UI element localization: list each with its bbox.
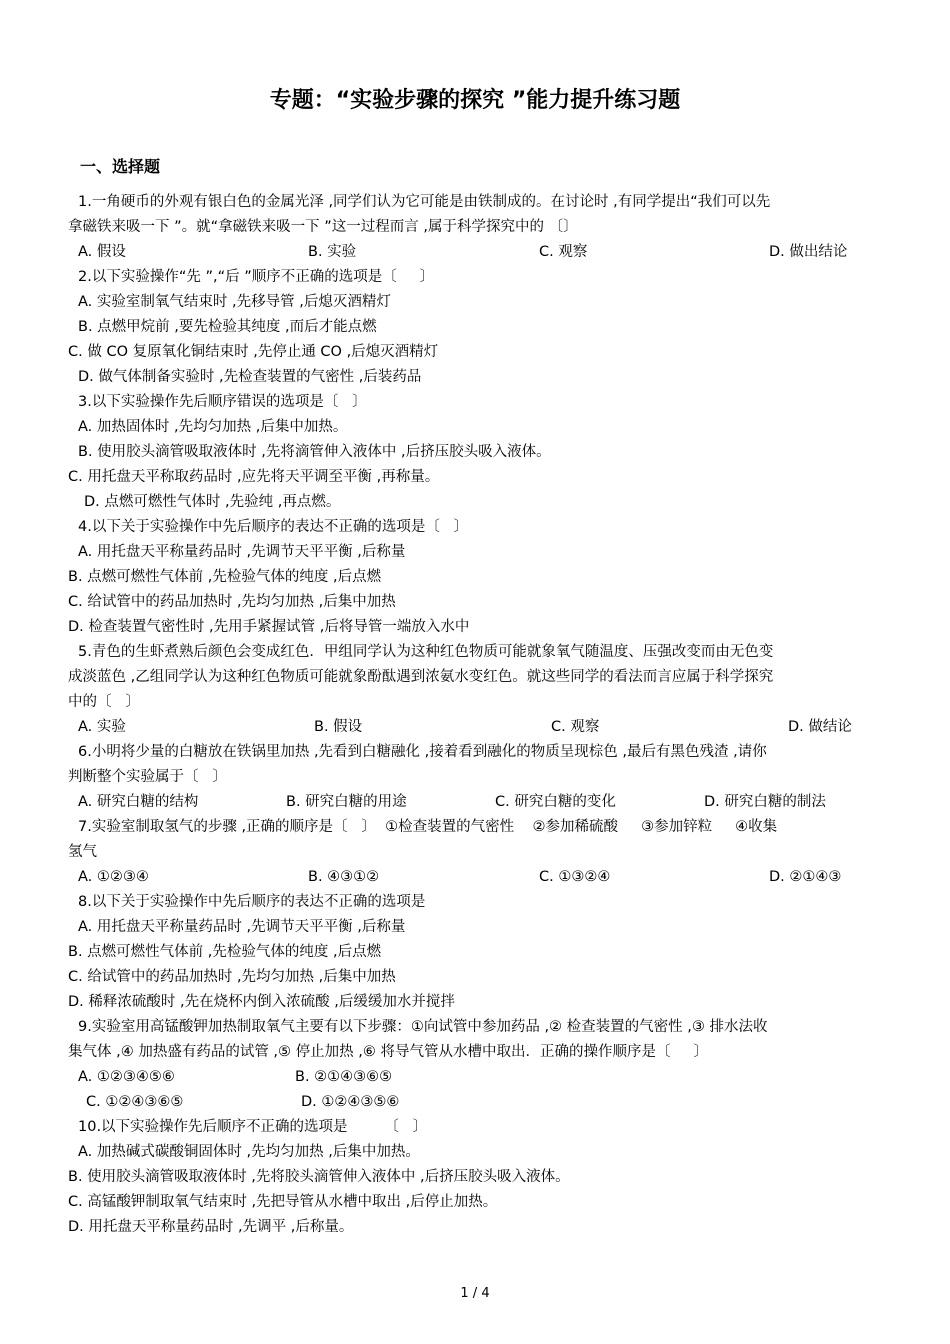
option-b: B. 研究白糖的用途 (286, 794, 407, 810)
question-4-option-a: A. 用托盘天平称量药品时 ,先调节天平平衡 ,后称量 (78, 544, 406, 560)
question-1-stem-cont: 拿磁铁来吸一下 ”。就“拿磁铁来吸一下 ”这一过程而言 ,属于科学探究中的 〔〕 (68, 219, 578, 235)
question-2-option-c: C. 做 CO 复原氧化铜结束时 ,先停止通 CO ,后熄灭酒精灯 (68, 344, 439, 360)
question-5-stem-cont: 成淡蓝色 ,乙组同学认为这种红色物质可能就象酚酞遇到浓氨水变红色。就这些同学的看法而言应属于科学探究 (68, 669, 774, 685)
question-1-options (68, 240, 888, 265)
question-4-option-c: C. 给试管中的药品加热时 ,先均匀加热 ,后集中加热 (68, 594, 396, 610)
question-5-stem-end: 中的〔 〕 (68, 694, 140, 710)
question-2-option-d: D. 做气体制备实验时 ,先检查装置的气密性 ,后装药品 (78, 369, 422, 385)
question-2-stem: 2.以下实验操作“先 ”,“后 ”顺序不正确的选项是〔 〕 (78, 269, 435, 285)
question-8-option-d: D. 稀释浓硫酸时 ,先在烧杯内倒入浓硫酸 ,后缓缓加水并搅拌 (68, 994, 455, 1010)
question-9-stem: 9.实验室用高锰酸钾加热制取氧气主要有以下步骤：①向试管中参加药品 ,② 检查装置的气密性 ,③ 排水法收 (78, 1019, 768, 1035)
question-8-option-a: A. 用托盘天平称量药品时 ,先调节天平平衡 ,后称量 (78, 919, 406, 935)
option-d: D. 研究白糖的制法 (704, 794, 826, 810)
question-4-stem: 4.以下关于实验操作中先后顺序的表达不正确的选项是〔 〕 (78, 519, 469, 535)
option-d: D. ②①④③ (769, 869, 842, 885)
option-a: A. ①②③④⑤⑥ (78, 1069, 175, 1085)
question-list (68, 190, 888, 1240)
question-5-options (68, 715, 888, 740)
option-a: A. ①②③④ (78, 869, 149, 885)
question-9-options-row-1 (68, 1065, 888, 1090)
question-4-option-b: B. 点燃可燃性气体前 ,先检验气体的纯度 ,后点燃 (68, 569, 382, 585)
question-8-stem: 8.以下关于实验操作中先后顺序的表达不正确的选项是 (78, 894, 426, 910)
question-7-stem: 7.实验室制取氢气的步骤 ,正确的顺序是〔 〕 ①检查装置的气密性 ②参加稀硫酸 ③参加锌粒 ④收集 (78, 819, 778, 835)
question-6-options (68, 790, 888, 815)
option-a: A. 假设 (78, 244, 126, 260)
option-d: D. ①②④③⑤⑥ (301, 1094, 400, 1110)
option-c: C. 观察 (551, 719, 600, 735)
question-6-stem: 6.小明将少量的白糖放在铁锅里加热 ,先看到白糖融化 ,接着看到融化的物质呈现棕色 ,最后有黑色残渣 ,请你 (78, 744, 767, 760)
page-number: 1 / 4 (460, 1286, 490, 1301)
option-a: A. 研究白糖的结构 (78, 794, 199, 810)
question-3-option-b: B. 使用胶头滴管吸取液体时 ,先将滴管伸入液体中 ,后挤压胶头吸入液体。 (78, 444, 551, 460)
option-b: B. 假设 (314, 719, 363, 735)
question-10-stem: 10.以下实验操作先后顺序不正确的选项是 〔 〕 (78, 1119, 428, 1135)
question-7-stem-cont: 氢气 (68, 844, 97, 860)
question-6-stem-cont: 判断整个实验属于〔 〕 (68, 769, 227, 785)
option-c: C. ①②④③⑥⑤ (86, 1094, 184, 1110)
question-5-stem: 5.青色的生虾煮熟后颜色会变成红色．甲组同学认为这种红色物质可能就象氧气随温度、压强改变而由无色变 (78, 644, 774, 660)
question-8-option-b: B. 点燃可燃性气体前 ,先检验气体的纯度 ,后点燃 (68, 944, 382, 960)
question-10-option-c: C. 高锰酸钾制取氧气结束时 ,先把导管从水槽中取出 ,后停止加热。 (68, 1194, 498, 1210)
option-b: B. ②①④③⑥⑤ (295, 1069, 393, 1085)
question-8-option-c: C. 给试管中的药品加热时 ,先均匀加热 ,后集中加热 (68, 969, 396, 985)
question-7-options (68, 865, 888, 890)
option-d: D. 做结论 (788, 719, 852, 735)
option-c: C. 研究白糖的变化 (495, 794, 616, 810)
page-title: 专题：“实验步骤的探究 ”能力提升练习题 (269, 88, 681, 113)
option-b: B. 实验 (308, 244, 357, 260)
question-3-option-a: A. 加热固体时 ,先均匀加热 ,后集中加热。 (78, 419, 348, 435)
question-3-stem: 3.以下实验操作先后顺序错误的选项是〔 〕 (78, 394, 367, 410)
question-4-option-d: D. 检查装置气密性时 ,先用手紧握试管 ,后将导管一端放入水中 (68, 619, 470, 635)
option-b: B. ④③①② (308, 869, 380, 885)
question-10-option-d: D. 用托盘天平称量药品时 ,先调平 ,后称量。 (68, 1219, 354, 1235)
option-a: A. 实验 (78, 719, 126, 735)
option-d: D. 做出结论 (769, 244, 848, 260)
section-heading: 一、选择题 (80, 157, 161, 176)
question-3-option-d: D. 点燃可燃性气体时 ,先验纯 ,再点燃。 (84, 494, 341, 510)
question-2-option-b: B. 点燃甲烷前 ,要先检验其纯度 ,而后才能点燃 (78, 319, 377, 335)
question-9-stem-cont: 集气体 ,④ 加热盛有药品的试管 ,⑤ 停止加热 ,⑥ 将导气管从水槽中取出．正确的操作顺序是〔 〕 (68, 1044, 709, 1060)
option-c: C. 观察 (539, 244, 588, 260)
question-2-option-a: A. 实验室制氧气结束时 ,先移导管 ,后熄灭酒精灯 (78, 294, 391, 310)
option-c: C. ①③②④ (539, 869, 611, 885)
question-9-options-row-2 (68, 1090, 888, 1115)
question-3-option-c: C. 用托盘天平称取药品时 ,应先将天平调至平衡 ,再称量。 (68, 469, 440, 485)
question-1-stem: 1.一角硬币的外观有银白色的金属光泽 ,同学们认为它可能是由铁制成的。在讨论时 ,有同学提出“我们可以先 (78, 194, 771, 210)
question-10-option-a: A. 加热碱式碳酸铜固体时 ,先均匀加热 ,后集中加热。 (78, 1144, 420, 1160)
question-10-option-b: B. 使用胶头滴管吸取液体时 ,先将胶头滴管伸入液体中 ,后挤压胶头吸入液体。 (68, 1169, 570, 1185)
